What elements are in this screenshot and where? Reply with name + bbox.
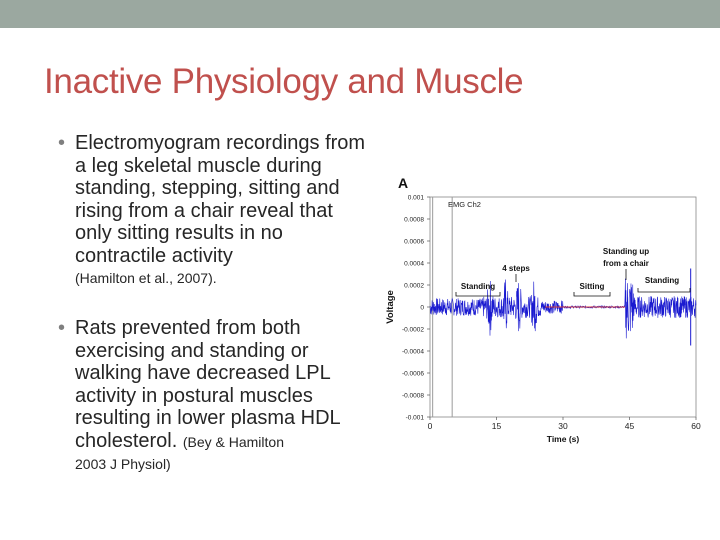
legend-label: EMG Ch2: [448, 200, 481, 209]
annotation-sitting: Sitting: [579, 282, 605, 291]
y-tick-label: 0: [420, 304, 424, 312]
annotation-standing-up-line1: Standing up: [602, 247, 650, 256]
annotation-4-steps: 4 steps: [502, 264, 530, 273]
bullet-dot-icon: •: [58, 317, 66, 339]
x-tick-label: 45: [624, 421, 635, 431]
y-tick-label: -0.0006: [401, 370, 424, 378]
bullet-dot-icon: •: [58, 132, 66, 154]
x-tick-label: 30: [558, 421, 568, 431]
bullet-list: [58, 132, 368, 473]
emg-chart: [380, 170, 710, 450]
bullet-item: [58, 132, 368, 287]
y-tick-label: 0.0002: [404, 282, 424, 290]
top-accent-bar: [0, 0, 720, 28]
x-tick-label: 15: [491, 421, 502, 431]
bullet-text: [75, 317, 368, 453]
y-tick-label: -0.0008: [401, 392, 424, 400]
bullet-item: [58, 317, 368, 473]
bullet-text: Electromyogram recordings from a leg skeletal muscle during standing, stepping, sitting and rising from a chair reveal that only sitting results in no contractile activity: [75, 132, 366, 267]
bullet-citation-inline: (Bey & Hamilton: [182, 433, 284, 450]
bullet-citation-cont: 2003 J Physiol): [75, 456, 171, 472]
annotation-standing-2: Standing: [644, 276, 680, 285]
slide-title: Inactive Physiology and Muscle: [44, 62, 524, 101]
x-tick-label: 0: [427, 421, 433, 431]
annotation-standing: Standing: [460, 282, 496, 291]
y-tick-label: 0.0006: [404, 238, 424, 246]
y-tick-label: 0.0008: [404, 216, 424, 224]
bullet-text-main: Rats prevented from both exercising and standing or walking have decreased LPL activity in postural muscles resulting in lower plasma HDL cholesterol.: [75, 317, 340, 452]
x-axis-label: Time (s): [546, 434, 580, 444]
panel-label: A: [398, 175, 409, 191]
y-tick-label: -0.001: [405, 414, 424, 422]
bullet-citation: (Hamilton et al., 2007).: [75, 270, 217, 286]
y-tick-label: 0.0004: [404, 260, 424, 268]
x-tick-label: 60: [691, 421, 701, 431]
y-axis-label: Voltage: [385, 290, 396, 324]
annotation-standing-up-line2: from a chair: [603, 259, 649, 268]
y-tick-label: -0.0002: [401, 326, 424, 334]
y-tick-label: -0.0004: [401, 348, 424, 356]
y-tick-label: 0.001: [407, 194, 424, 202]
